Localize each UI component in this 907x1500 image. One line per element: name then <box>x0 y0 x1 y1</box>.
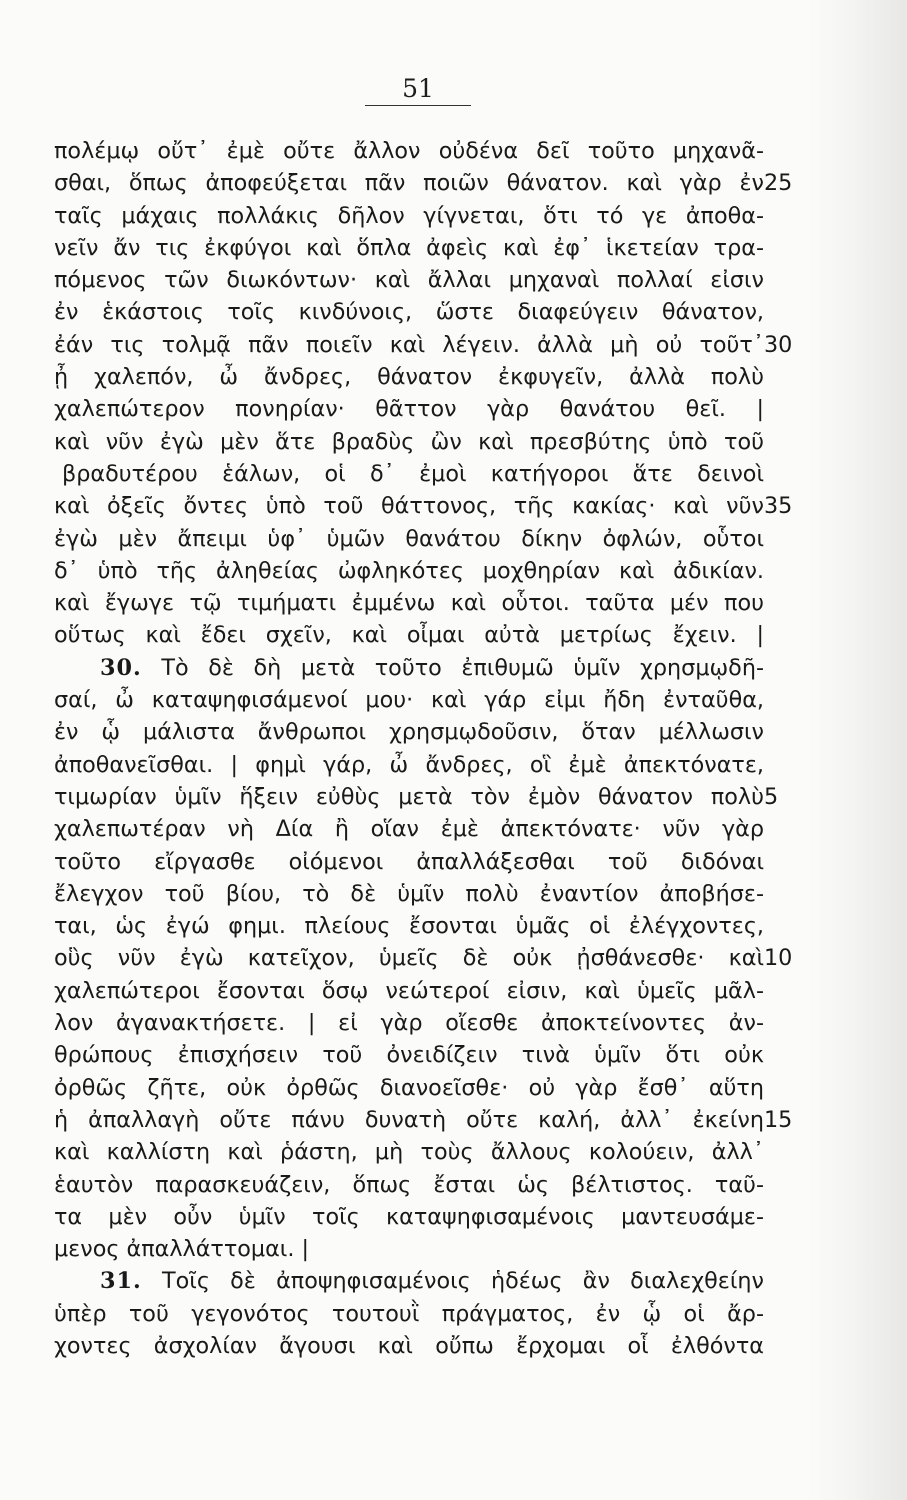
text-line: οὓς νῦν ἐγὼ κατεῖχον, ὑμεῖς δὲ οὐκ ᾐσθάνεσθε· καὶ 10 <box>54 942 764 974</box>
text-line: καὶ ὀξεῖς ὄντες ὑπὸ τοῦ θάττονος, τῆς κακίας· καὶ νῦν 35 <box>54 490 764 522</box>
text-line: τοῦτο εἴργασθε οἰόμενοι ἀπαλλάξεσθαι τοῦ διδόναι <box>54 848 764 875</box>
text-line: ἐν ἑκάστοις τοῖς κινδύνοις, ὥστε διαφεύγειν θάνατον, <box>54 299 764 326</box>
section-heading-line: 30. Τὸ δὲ δὴ μετὰ τοῦτο ἐπιθυμῶ ὑμῖν χρησμῳδῆ- <box>100 654 764 681</box>
text-line: χαλεπωτέραν νὴ Δία ἢ οἵαν ἐμὲ ἀπεκτόνατε· νῦν γὰρ <box>54 816 764 843</box>
text-line: δ᾽ ὑπὸ τῆς ἀληθείας ὠφληκότες μοχθηρίαν καὶ ἀδικίαν. <box>54 557 764 584</box>
margin-line-number: 30 <box>764 331 793 358</box>
text-line: ἐγὼ μὲν ἄπειμι ὑφ᾽ ὑμῶν θανάτου δίκην ὀφλών, οὗτοι <box>54 525 764 552</box>
page-number: 51 <box>365 74 471 106</box>
text-line: λον ἀγανακτήσετε. | εἰ γὰρ οἴεσθε ἀποκτείνοντες ἀν- <box>54 1010 764 1037</box>
text-line: ταῖς μάχαις πολλάκις δῆλον γίγνεται, ὅτι τό γε ἀποθα- <box>54 202 764 229</box>
text-line: ἑαυτὸν παρασκευάζειν, ὅπως ἔσται ὡς βέλτιστος. ταῦ- <box>54 1171 764 1198</box>
text-line: ᾖ χαλεπόν, ὦ ἄνδρες, θάνατον ἐκφυγεῖν, ἀλλὰ πολὺ <box>54 364 764 391</box>
section-number: 30. <box>100 654 142 681</box>
text-line: καὶ ἔγωγε τῷ τιμήματι ἐμμένω καὶ οὗτοι. ταῦτα μέν που <box>54 590 764 617</box>
text-line: χαλεπώτεροι ἔσονται ὅσῳ νεώτεροί εἰσιν, καὶ ὑμεῖς μᾶλ- <box>54 977 764 1004</box>
section-heading-line: 31. Τοῖς δὲ ἀποψηφισαμένοις ἡδέως ἂν διαλεχθείην <box>100 1268 764 1295</box>
text-line: ἐάν τις τολμᾷ πᾶν ποιεῖν καὶ λέγειν. ἀλλὰ μὴ οὐ τοῦτ᾽ 30 <box>54 329 764 361</box>
margin-line-number: 35 <box>764 493 793 520</box>
text-line: ὀρθῶς ζῆτε, οὐκ ὀρθῶς διανοεῖσθε· οὐ γὰρ ἔσθ᾽ αὕτη <box>54 1074 764 1101</box>
margin-line-number: 5 <box>764 783 779 810</box>
facing-page-bleed <box>807 0 907 1500</box>
text-line: οὕτως καὶ ἔδει σχεῖν, καὶ οἶμαι αὐτὰ μετρίως ἔχειν. | <box>54 622 764 649</box>
text-line: καὶ νῦν ἐγὼ μὲν ἅτε βραδὺς ὢν καὶ πρεσβύτης ὑπὸ τοῦ <box>54 428 764 455</box>
text-line: ὑπὲρ τοῦ γεγονότος τουτουῒ πράγματος, ἐν ᾧ οἱ ἄρ- <box>54 1300 764 1327</box>
text-line: βραδυτέρου ἑάλων, οἱ δ᾽ ἐμοὶ κατήγοροι ἅτε δεινοὶ <box>62 460 764 487</box>
text-line: ἔλεγχον τοῦ βίου, τὸ δὲ ὑμῖν πολὺ ἐναντίον ἀποβήσε- <box>54 880 764 907</box>
text-line: ἡ ἀπαλλαγὴ οὔτε πάνυ δυνατὴ οὔτε καλή, ἀλλ᾽ ἐκείνη 15 <box>54 1104 764 1136</box>
text-line: χοντες ἀσχολίαν ἄγουσι καὶ οὔπω ἔρχομαι οἷ ἐλθόντα <box>54 1332 764 1359</box>
text-line: πολέμῳ οὔτ᾽ ἐμὲ οὔτε ἄλλον οὐδένα δεῖ τοῦτο μηχανᾶ- <box>54 138 764 164</box>
greek-body-text <box>54 135 814 1362</box>
text-line: σθαι, ὅπως ἀποφεύξεται πᾶν ποιῶν θάνατον. καὶ γὰρ ἐν 25 <box>54 167 764 199</box>
margin-line-number: 10 <box>764 945 793 972</box>
text-line: σαί, ὦ καταψηφισάμενοί μου· καὶ γάρ εἰμι ἤδη ἐνταῦθα, <box>54 687 764 714</box>
text-line: τιμωρίαν ὑμῖν ἥξειν εὐθὺς μετὰ τὸν ἐμὸν θάνατον πολὺ 5 <box>54 781 764 813</box>
text-line: καὶ καλλίστη καὶ ῥάστη, μὴ τοὺς ἄλλους κολούειν, ἀλλ᾽ <box>54 1139 764 1166</box>
text-line: νεῖν ἄν τις ἐκφύγοι καὶ ὅπλα ἀφεὶς καὶ ἐφ᾽ ἱκετείαν τρα- <box>54 234 764 261</box>
text-line: πόμενος τῶν διωκόντων· καὶ ἄλλαι μηχαναὶ πολλαί εἰσιν <box>54 267 764 294</box>
text-line: μενος ἀπαλλάττομαι. | <box>54 1236 310 1263</box>
text-line: τα μὲν οὖν ὑμῖν τοῖς καταψηφισαμένοις μαντευσάμε- <box>54 1203 764 1230</box>
margin-line-number: 15 <box>764 1106 793 1133</box>
text-line: ἐν ᾧ μάλιστα ἄνθρωποι χρησμῳδοῦσιν, ὅταν μέλλωσιν <box>54 719 764 746</box>
text-line: θρώπους ἐπισχήσειν τοῦ ὀνειδίζειν τινὰ ὑμῖν ὅτι οὐκ <box>54 1042 764 1069</box>
text-line: ται, ὡς ἐγώ φημι. πλείους ἔσονται ὑμᾶς οἱ ἐλέγχοντες, <box>54 913 764 940</box>
section-number: 31. <box>100 1268 142 1295</box>
text-line: ἀποθανεῖσθαι. | φημὶ γάρ, ὦ ἄνδρες, οἳ ἐμὲ ἀπεκτόνατε, <box>54 751 764 778</box>
margin-line-number: 25 <box>764 170 793 197</box>
text-line: χαλεπώτερον πονηρίαν· θᾶττον γὰρ θανάτου θεῖ. | <box>54 396 764 423</box>
